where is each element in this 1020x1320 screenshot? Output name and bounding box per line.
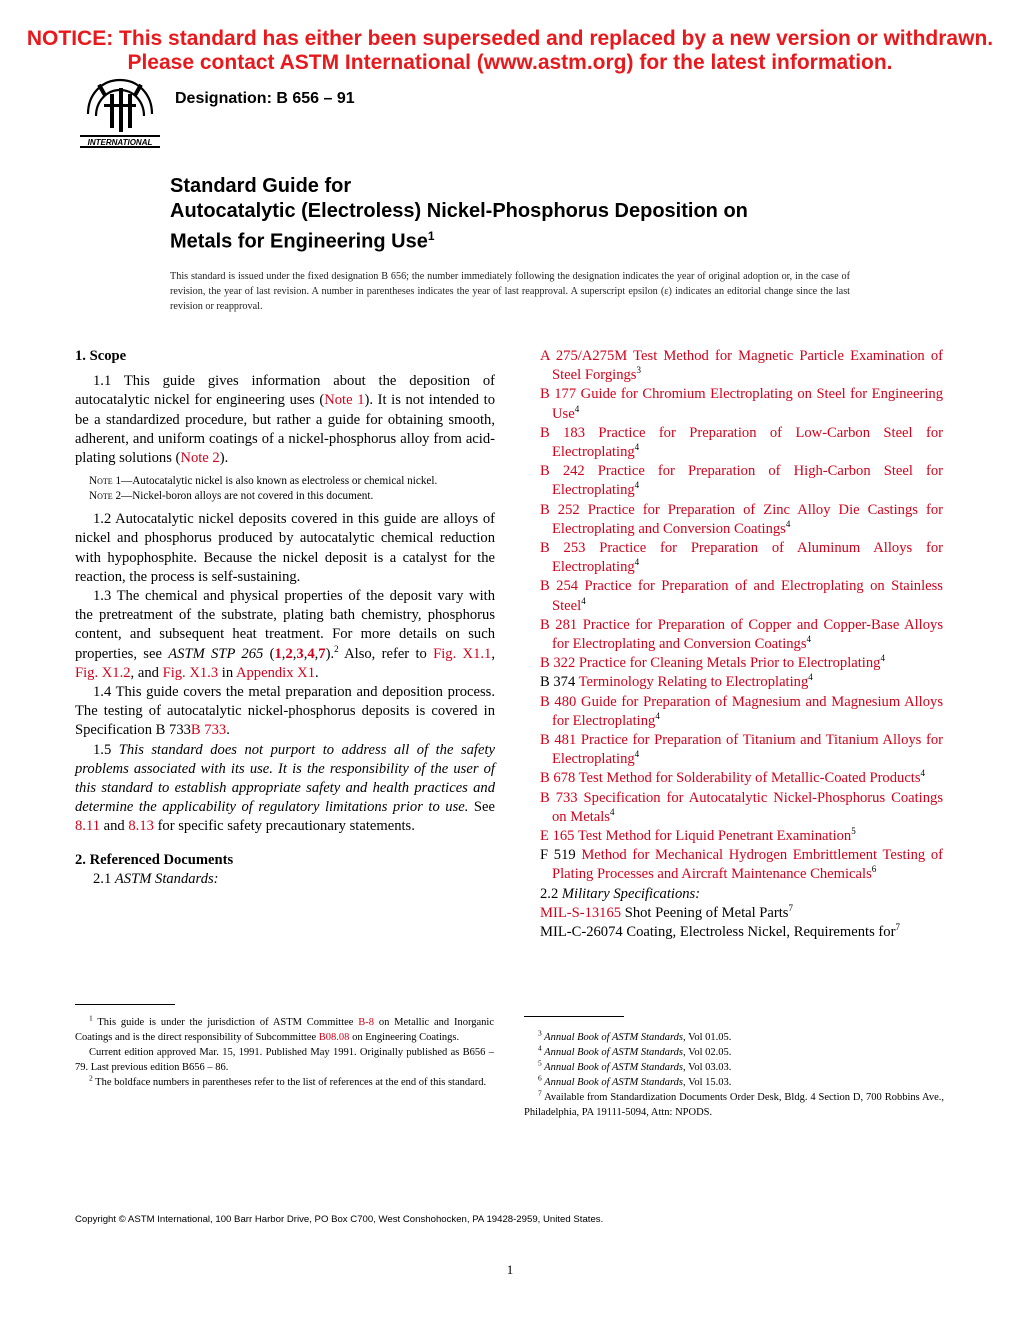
reference-code[interactable]: B 242 [540,463,585,480]
footnote-1: $^1$ This guide is under the jurisdiction of ASTM Committee B-8 on Metallic and Inorganic Coatings and is the direct responsibility of Subcommittee B08.08 on Engineering Coatings. [75,1013,494,1043]
fig-x1-1-link[interactable]: Fig. X1.1 [433,645,492,662]
document-title [170,174,890,255]
reference-title-link[interactable]: Practice for Preparation of Titanium and Titanium Alloys for Electroplating [552,732,943,768]
reference-footnote-mark: 4 [581,595,586,606]
reference-entry [540,424,943,462]
reference-code[interactable]: B 481 [540,732,577,749]
note-2: Note 2—Nickel-boron alloys are not covered in this document. [89,490,374,503]
section-8-13-link[interactable]: 8.13 [128,818,154,835]
reference-title-link[interactable]: Practice for Preparation of High-Carbon Steel for Electroplating [552,463,943,499]
notice-line-1: NOTICE: This standard has either been superseded and replaced by a new version or withdrawn. [26,27,994,50]
footnote-4: $^4$ Annual Book of ASTM Standards, Vol 02.05. [538,1043,732,1058]
svg-text:INTERNATIONAL: INTERNATIONAL [87,138,153,147]
reference-title-link[interactable]: Terminology Relating to Electroplating [575,674,809,691]
reference-footnote-mark: 4 [634,442,640,453]
appendix-x1-link[interactable]: Appendix X1 [235,664,316,681]
reference-footnote-mark: 4 [634,480,640,491]
reference-title-link[interactable]: Practice for Preparation of Aluminum Alloys for Electroplating [552,540,943,576]
notice-line-2: Please contact ASTM International (www.astm.org) for the latest information. [127,51,893,74]
mil-s-13165-link[interactable]: MIL-S-13165 [540,904,622,921]
ref-4-link[interactable]: 4 [307,645,315,662]
fig-x1-3-link[interactable]: Fig. X1.3 [162,664,219,681]
note-2-link[interactable]: Note 2 [180,450,220,467]
paragraph-1-5: 1.5 This standard does not purport to address all of the safety problems associated with its use. It is the responsibility of the user of this standard to establish appropriate safety and health practices and determine the applicability of regulatory limitations prior to use. See 8.11 and 8.13 for specific safety precautionary statements. [75,741,495,835]
designation: Designation: B 656 – 91 [175,90,355,107]
reference-footnote-mark: 6 [871,864,877,875]
reference-entry [540,347,943,385]
reference-title-link[interactable]: Test Method for Liquid Penetrant Examination [574,828,852,845]
reference-footnote-mark: 4 [920,768,926,779]
fig-x1-2-link[interactable]: Fig. X1.2 [75,664,131,681]
reference-footnote-mark: 4 [880,653,885,664]
reference-entry [540,539,943,577]
section-8-11-link[interactable]: 8.11 [75,818,100,835]
reference-entry [540,577,943,615]
paragraph-2-1: 2.1 ASTM Standards: [93,870,219,887]
reference-code[interactable]: B 480 [540,693,577,710]
reference-footnote-mark: 5 [851,826,856,837]
b733-link[interactable]: B 733 [190,722,227,739]
reference-footnote-mark: 3 [636,365,641,376]
reference-title-link[interactable]: Practice for Preparation of Zinc Alloy Die Castings for Electroplating and Conversion Coatings [552,501,943,537]
ref-1-link[interactable]: 1 [274,645,282,662]
reference-entry [540,827,943,846]
reference-code[interactable]: B 281 [540,616,578,633]
reference-title-link[interactable]: Guide for Preparation of Magnesium and Magnesium Alloys for Electroplating [552,693,943,729]
reference-code[interactable]: B 733 [540,789,578,806]
reference-code[interactable]: B 254 [540,578,579,595]
reference-code[interactable]: A 275/A275M [540,348,628,364]
title-footnote-mark: 1 [427,229,435,243]
reference-code[interactable]: B 177 [540,386,577,403]
reference-code[interactable]: E 165 [540,828,575,845]
reference-code[interactable]: B 252 [540,501,580,518]
copyright: Copyright © ASTM International, 100 Barr Harbor Drive, PO Box C700, West Conshohocken, PA 19428-2959, United States. [75,1214,604,1225]
reference-entry [540,693,943,731]
reference-entry [540,462,943,500]
footnote-rule-left [75,1004,175,1005]
reference-entry [540,789,943,827]
mil-c-26074-entry: MIL-C-26074 Coating, Electroless Nickel, Requirements for$^7$ [540,922,900,941]
reference-footnote-mark: 4 [609,807,615,818]
title-line-2: Autocatalytic (Electroless) Nickel-Phosphorus Deposition on [170,200,748,222]
reference-footnote-mark: 4 [574,403,580,414]
reference-entry [540,616,943,654]
reference-footnote-mark: 4 [785,518,791,529]
footnotes-right [524,1030,944,1120]
right-column [540,347,943,942]
reference-code: F 519 [540,847,576,864]
section-1-heading: 1. Scope [75,348,127,364]
reference-footnote-mark: 4 [806,634,812,645]
ref-7-link[interactable]: 7 [318,645,326,662]
reference-title-link[interactable]: Practice for Preparation of Copper and Copper-Base Alloys for Electroplating and Conversion Coatings [552,616,943,653]
title-line-1: Standard Guide for [170,175,352,197]
note-1-link[interactable]: Note 1 [324,392,365,409]
reference-entry [540,385,943,423]
paragraph-1-4: 1.4 This guide covers the metal preparation and deposition process. The testing of autocatalytic nickel-phosphorus deposits is covered in Specification B 733B 733. [75,684,495,739]
reference-title-link[interactable]: Test Method for Magnetic Particle Examination of Steel Forgings [552,348,944,384]
reference-title-link[interactable]: Specification for Autocatalytic Nickel-Phosphorus Coatings on Metals [552,789,943,825]
page-number: 1 [506,1262,514,1277]
reference-code[interactable]: B 253 [540,540,586,557]
section-2-heading: 2. Referenced Documents [75,851,234,868]
reference-entry [540,769,943,788]
mil-s-13165-entry: MIL-S-13165 Shot Peening of Metal Parts$^7$ [540,903,793,921]
note-1: Note 1—Autocatalytic nickel is also known as electroless or chemical nickel. [89,475,438,488]
reference-entry [540,673,943,692]
reference-title-link[interactable]: Practice for Preparation of and Electroplating on Stainless Steel [552,578,943,614]
title-line-3: Metals for Engineering Use$^1$ [170,229,435,253]
footnote-7: $^7$ Available from Standardization Documents Order Desk, Bldg. 4 Section D, 700 Robbins Ave., Philadelphia, PA 19111-5094, Attn: NPODS. [524,1088,944,1118]
paragraph-1-3: 1.3 The chemical and physical properties of the deposit vary with the pretreatment of the substrate, plating bath chemistry, phosphorus content, and subsequent heat treatment. For more details on such properties, see ASTM STP 265 (1,2,3,4,7).$^2$ Also, refer to Fig. X1.1, Fig. X1.2, and Fig. X1.3 in Appendix X1. [75,588,495,681]
footnote-6: $^6$ Annual Book of ASTM Standards, Vol 15.03. [538,1073,732,1088]
astm-logo [74,72,166,150]
reference-footnote-mark: 4 [634,749,640,760]
reference-entry [540,654,943,673]
reference-footnote-mark: 4 [634,557,640,568]
ref-2-link[interactable]: 2 [285,645,293,662]
reference-entry [540,731,943,769]
reference-entry [540,501,943,539]
reference-footnote-mark: 4 [655,711,660,721]
footnote-1-edition: Current edition approved Mar. 15, 1991. Published May 1991. Originally published as B656 – 79. Last previous edition B656 – 86. [75,1047,494,1073]
reference-code[interactable]: B 183 [540,424,586,441]
issuance-statement: This standard is issued under the fixed designation B 656; the number immediately following the designation indicates the year of original adoption or, in the case of revision, the year of last revision. A number in parentheses indicates the year of last reapproval. A superscript epsilon (ε) indicates an editorial change since the last revision or reapproval. [170,271,850,312]
reference-code: B 374 [540,674,576,691]
astm-standards-list [540,347,943,885]
reference-title-link[interactable]: Method for Mechanical Hydrogen Embrittlement Testing of Plating Processes and Aircraft Maintenance Chemicals [552,847,944,883]
ref-3-link[interactable]: 3 [296,645,304,662]
reference-title-link[interactable]: Practice for Cleaning Metals Prior to Electroplating [575,655,881,672]
reference-footnote-mark: 4 [808,672,813,683]
reference-title-link[interactable]: Test Method for Solderability of Metallic-Coated Products [575,770,921,787]
footnotes-left [75,1015,494,1090]
left-column [75,347,495,889]
committee-b8-link[interactable]: B-8 [358,1017,375,1028]
reference-code[interactable]: B 322 [540,655,576,672]
paragraph-2-2: 2.2 Military Specifications: [540,885,701,902]
footnote-rule-right [524,1016,624,1017]
footnote-2: $^2$ The boldface numbers in parentheses refer to the list of references at the end of this standard. [89,1073,487,1088]
reference-title-link[interactable]: Guide for Chromium Electroplating on Steel for Engineering Use [552,386,943,422]
paragraph-1-2: 1.2 Autocatalytic nickel deposits covered in this guide are alloys of nickel and phosphorus produced by autocatalytic chemical reduction with hypophosphite. Because the nickel deposit is a catalyst for the reaction, the process is self-sustaining. [75,511,495,585]
reference-code[interactable]: B 678 [540,770,576,787]
footnote-3: $^3$ Annual Book of ASTM Standards, Vol 01.05. [538,1028,732,1043]
subcommittee-b0808-link[interactable]: B08.08 [318,1032,350,1043]
footnote-5: $^5$ Annual Book of ASTM Standards, Vol 03.03. [538,1058,732,1073]
reference-title-link[interactable]: Practice for Preparation of Low-Carbon Steel for Electroplating [552,424,943,461]
reference-entry [540,846,943,884]
paragraph-1-1: 1.1 This guide gives information about the deposition of autocatalytic nickel for engineering uses (Note 1). It is not intended to be a standardized procedure, but rather a guide for obtaining smooth, adherent, and uniform coatings of a nickel-phosphorus alloy from acid-plating solutions (Note 2). [75,373,495,467]
